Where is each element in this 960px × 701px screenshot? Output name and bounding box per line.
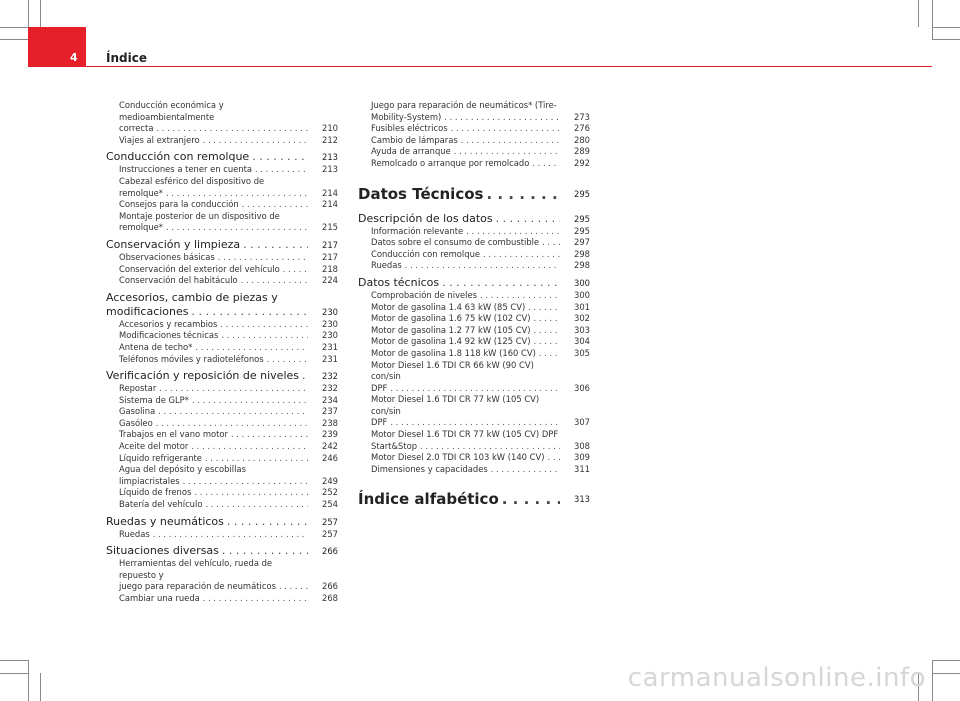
toc-entry-page: 305 [560,348,590,360]
toc-entry-section[interactable] [358,276,590,290]
toc-entry-page: 266 [308,544,338,558]
toc-entry-page: 273 [560,112,590,124]
toc-entry-page: 246 [308,453,338,465]
toc-entry-title: Motor de gasolina 1.6 75 kW (102 CV) . . . [371,313,531,323]
toc-entry-section[interactable] [106,291,338,319]
toc-entry-sub[interactable] [358,464,590,476]
toc-entry-sub[interactable] [106,464,338,487]
toc-entry-sub[interactable] [106,383,338,395]
toc-right-column [358,100,590,517]
toc-entry-title: Juego para reparación de neumáticos* (Tire- Mobility-System) . . . [371,100,557,122]
toc-entry-sub[interactable] [106,406,338,418]
toc-entry-sub[interactable] [358,325,590,337]
toc-entry-page: 304 [560,336,590,348]
toc-entry-sub[interactable] [358,302,590,314]
toc-entry-page: 217 [308,252,338,264]
toc-entry-page: 215 [308,222,338,234]
toc-entry-page: 257 [308,515,338,529]
toc-entry-title: Ruedas y neumáticos . . . [106,515,224,528]
toc-entry-title: Motor de gasolina 1.4 63 kW (85 CV) . . . [371,302,525,312]
toc-entry-title: Herramientas del vehículo, rueda de repuesto y juego para reparación de neumáticos . . . [119,558,276,591]
toc-entry-title: Repostar . . . [119,383,156,393]
toc-entry-page: 308 [560,441,590,453]
toc-entry-sub[interactable] [358,394,590,429]
toc-entry-title: Gasolina . . . [119,406,155,416]
toc-entry-page: 295 [560,184,590,204]
toc-entry-page: 249 [308,476,338,488]
toc-entry-sub[interactable] [106,558,338,593]
toc-entry-title: Aceite del motor . . . [119,441,188,451]
toc-entry-title: Consejos para la conducción . . . [119,199,239,209]
page-number: 4 [70,51,78,64]
toc-entry-title: Conducción con remolque . . . [371,249,480,259]
crop-mark [28,660,29,701]
toc-entry-page: 303 [560,325,590,337]
crop-mark [932,673,960,674]
toc-entry-title: Datos técnicos . . . [358,276,439,289]
toc-entry-title: Índice alfabético . . . [358,490,499,508]
toc-entry-page: 306 [560,383,590,395]
toc-entry-page: 230 [308,305,338,319]
toc-entry-title: Motor Diesel 1.6 TDI CR 77 kW (105 CV) con/sin DPF . . . [371,394,539,427]
toc-entry-sub[interactable] [358,123,590,135]
toc-entry-title: Conservación y limpieza . . . [106,238,240,251]
toc-entry-title: Ruedas . . . [371,260,402,270]
toc-entry-section[interactable] [358,212,590,226]
toc-entry-page: 232 [308,369,338,383]
toc-entry-sub[interactable] [358,237,590,249]
toc-entry-sub[interactable] [106,176,338,199]
toc-entry-title: Datos sobre el consumo de combustible . . . [371,237,539,247]
toc-entry-title: Situaciones diversas . . . [106,544,219,557]
toc-entry-page: 297 [560,237,590,249]
toc-entry-page: 295 [560,226,590,238]
toc-entry-section[interactable] [106,369,338,383]
toc-entry-page: 289 [560,146,590,158]
toc-entry-title: Datos Técnicos . . . [358,185,483,203]
toc-entry-title: Montaje posterior de un dispositivo de remolque* . . . [119,211,280,233]
toc-entry-title: Motor Diesel 1.6 TDI CR 77 kW (105 CV) DPF Start&Stop . . . [371,429,558,451]
toc-entry-title: Fusibles eléctricos . . . [371,123,448,133]
toc-entry-page: 257 [308,529,338,541]
crop-mark [932,660,933,701]
toc-entry-title: Cambiar una rueda . . . [119,593,200,603]
toc-entry-sub[interactable] [106,593,338,605]
toc-entry-title: Motor de gasolina 1.4 92 kW (125 CV) . . . [371,336,531,346]
page-title: Índice [106,51,147,65]
toc-entry-title: Conducción económica y medioambientalmente correcta . . . [119,100,224,133]
crop-mark [40,673,41,701]
toc-entry-sub[interactable] [358,290,590,302]
toc-entry-title: Comprobación de niveles . . . [371,290,477,300]
toc-entry-page: 280 [560,135,590,147]
crop-mark [932,27,960,28]
toc-entry-page: 298 [560,249,590,261]
header-rule [86,66,932,67]
toc-entry-sub[interactable] [358,260,590,272]
toc-entry-page: 295 [560,212,590,226]
toc-entry-title: Instrucciones a tener en cuenta . . . [119,164,252,174]
toc-entry-sub[interactable] [106,252,338,264]
toc-entry-sub[interactable] [358,100,590,123]
crop-mark [932,0,933,39]
toc-entry-title: Información relevante . . . [371,226,463,236]
toc-entry-section[interactable] [106,515,338,529]
toc-entry-sub[interactable] [358,135,590,147]
toc-entry-section[interactable] [106,544,338,558]
toc-entry-title: Conservación del exterior del vehículo . . . [119,264,280,274]
toc-entry-sub[interactable] [106,418,338,430]
toc-entry-sub[interactable] [106,342,338,354]
toc-entry-sub[interactable] [358,226,590,238]
toc-entry-page: 218 [308,264,338,276]
toc-entry-major[interactable] [358,184,590,204]
crop-mark [932,39,960,40]
crop-mark [0,660,28,661]
crop-mark [0,39,28,40]
toc-entry-title: Descripción de los datos . . . [358,212,493,225]
toc-entry-title: Gasóleo . . . [119,418,153,428]
toc-entry-title: Conservación del habitáculo . . . [119,275,238,285]
crop-mark [40,0,41,27]
toc-entry-title: Antena de techo* . . . [119,342,192,352]
toc-entry-page: 239 [308,429,338,441]
toc-entry-sub[interactable] [358,452,590,464]
toc-entry-page: 298 [560,260,590,272]
toc-entry-title: Batería del vehículo . . . [119,499,202,509]
toc-entry-title: Cabezal esférico del dispositivo de remolque* . . . [119,176,264,198]
toc-entry-page: 307 [560,417,590,429]
toc-entry-major[interactable] [358,489,590,509]
toc-entry-sub[interactable] [106,453,338,465]
toc-entry-page: 213 [308,164,338,176]
toc-entry-sub[interactable] [106,330,338,342]
toc-entry-title: Ayuda de arranque . . . [371,146,451,156]
toc-entry-sub[interactable] [358,348,590,360]
toc-entry-title: Motor de gasolina 1.2 77 kW (105 CV) . . . [371,325,531,335]
toc-entry-sub[interactable] [358,429,590,452]
watermark: carmanualsonline.info [627,663,926,693]
toc-entry-title: Motor de gasolina 1.8 118 kW (160 CV) . . . [371,348,536,358]
toc-entry-sub[interactable] [358,146,590,158]
toc-entry-sub[interactable] [106,264,338,276]
toc-entry-sub[interactable] [106,135,338,147]
toc-entry-title: Verificación y reposición de niveles . . . [106,369,299,382]
toc-entry-sub[interactable] [106,100,338,135]
toc-entry-sub[interactable] [106,487,338,499]
toc-entry-title: Ruedas . . . [119,529,150,539]
toc-entry-sub[interactable] [358,313,590,325]
toc-entry-sub[interactable] [106,275,338,287]
toc-entry-page: 214 [308,199,338,211]
toc-entry-page: 302 [560,313,590,325]
toc-entry-title: Teléfonos móviles y radioteléfonos . . . [119,354,264,364]
toc-entry-page: 232 [308,383,338,395]
toc-entry-page: 311 [560,464,590,476]
toc-entry-page: 276 [560,123,590,135]
toc-entry-page: 266 [308,581,338,593]
toc-entry-title: Accesorios, cambio de piezas y modificaciones . . . [106,291,278,318]
toc-entry-page: 224 [308,275,338,287]
toc-entry-page: 212 [308,135,338,147]
toc-entry-page: 210 [308,123,338,135]
toc-entry-title: Trabajos en el vano motor . . . [119,429,228,439]
toc-entry-page: 230 [308,330,338,342]
toc-entry-page: 300 [560,276,590,290]
toc-entry-page: 300 [560,290,590,302]
toc-entry-sub[interactable] [106,164,338,176]
toc-entry-sub[interactable] [358,336,590,348]
toc-entry-sub[interactable] [106,441,338,453]
toc-entry-title: Observaciones básicas . . . [119,252,215,262]
toc-entry-title: Dimensiones y capacidades . . . [371,464,488,474]
toc-entry-page: 313 [560,489,590,509]
toc-entry-title: Agua del depósito y escobillas limpiacristales . . . [119,464,246,486]
toc-entry-sub[interactable] [106,499,338,511]
toc-entry-sub[interactable] [358,249,590,261]
toc-entry-title: Viajes al extranjero . . . [119,135,200,145]
toc-entry-page: 254 [308,499,338,511]
toc-entry-page: 242 [308,441,338,453]
toc-entry-title: Líquido de frenos . . . [119,487,191,497]
crop-mark [932,660,960,661]
crop-mark [0,27,28,28]
toc-entry-title: Motor Diesel 2.0 TDI CR 103 kW (140 CV) . . . [371,452,545,462]
toc-entry-sub[interactable] [106,354,338,366]
toc-entry-title: Sistema de GLP* . . . [119,395,189,405]
toc-entry-page: 214 [308,188,338,200]
toc-entry-sub[interactable] [106,319,338,331]
toc-entry-title: Líquido refrigerante . . . [119,453,202,463]
toc-entry-page: 252 [308,487,338,499]
toc-entry-sub[interactable] [106,199,338,211]
crop-mark [918,0,919,27]
toc-entry-page: 230 [308,319,338,331]
toc-entry-page: 301 [560,302,590,314]
toc-entry-sub[interactable] [358,360,590,395]
toc-entry-sub[interactable] [358,158,590,170]
toc-entry-page: 213 [308,150,338,164]
toc-entry-page: 268 [308,593,338,605]
toc-entry-title: Modificaciones técnicas . . . [119,330,218,340]
toc-entry-page: 231 [308,342,338,354]
toc-left-column [106,100,338,605]
toc-entry-title: Cambio de lámparas . . . [371,135,458,145]
toc-entry-sub[interactable] [106,211,338,234]
toc-entry-page: 309 [560,452,590,464]
toc-entry-title: Remolcado o arranque por remolcado . . . [371,158,529,168]
toc-entry-sub[interactable] [106,395,338,407]
toc-entry-page: 238 [308,418,338,430]
toc-entry-section[interactable] [106,238,338,252]
toc-entry-page: 217 [308,238,338,252]
toc-entry-page: 234 [308,395,338,407]
toc-entry-page: 231 [308,354,338,366]
toc-entry-title: Conducción con remolque . . . [106,150,249,163]
toc-entry-page: 292 [560,158,590,170]
toc-entry-title: Motor Diesel 1.6 TDI CR 66 kW (90 CV) con/sin DPF . . . [371,360,534,393]
toc-entry-page: 237 [308,406,338,418]
toc-entry-section[interactable] [106,150,338,164]
toc-entry-title: Accesorios y recambios . . . [119,319,217,329]
crop-mark [0,673,28,674]
toc-entry-sub[interactable] [106,529,338,541]
toc-entry-sub[interactable] [106,429,338,441]
